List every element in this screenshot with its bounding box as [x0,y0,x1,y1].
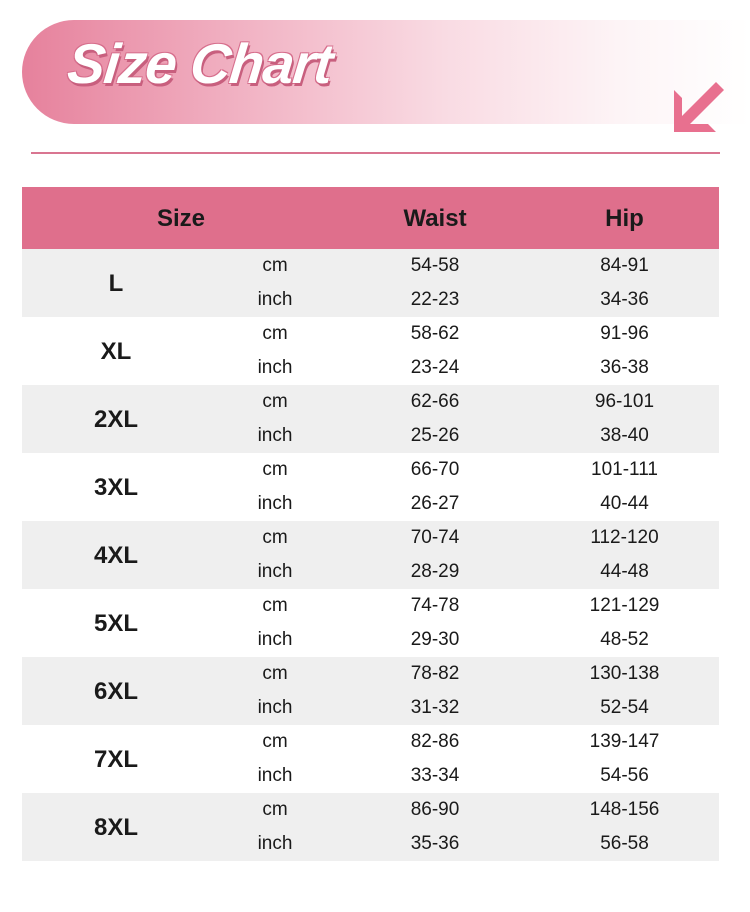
unit-cell: cm [262,799,288,820]
hip-cell: 139-147 [589,731,660,752]
column-header-waist: Waist [403,205,467,232]
column-header-size: Size [156,205,206,232]
size-label: 3XL [93,474,138,501]
waist-cell: 58-62 [410,323,460,344]
hip-cell: 56-58 [600,833,649,854]
hip-cell: 52-54 [600,697,649,718]
size-label: XL [100,338,132,365]
hip-cell: 148-156 [589,799,660,820]
measure-row-inch [210,419,719,453]
waist-cell: 74-78 [410,595,460,616]
measure-row-cm [210,521,719,555]
unit-cell: inch [257,425,293,446]
waist-cell: 54-58 [410,255,460,276]
hip-cell: 38-40 [600,425,649,446]
arrow-down-left-icon [668,80,726,136]
unit-cell: inch [257,765,293,786]
table-row [22,317,719,385]
unit-cell: cm [262,255,288,276]
measure-row-cm [210,317,719,351]
size-label: L [108,270,124,297]
table-row [22,725,719,793]
waist-cell: 78-82 [410,663,460,684]
waist-cell: 23-24 [410,357,460,378]
waist-cell: 35-36 [410,833,460,854]
waist-cell: 22-23 [410,289,460,310]
size-table [22,187,719,861]
measure-row-inch [210,351,719,385]
size-label: 2XL [93,406,138,433]
unit-cell: cm [262,323,288,344]
unit-cell: inch [257,561,293,582]
hip-cell: 36-38 [600,357,649,378]
hip-cell: 48-52 [600,629,649,650]
divider [31,152,720,154]
waist-cell: 29-30 [410,629,460,650]
table-row [22,385,719,453]
measure-row-inch [210,623,719,657]
measure-row-cm [210,249,719,283]
page-title: Size Chart [64,32,336,95]
measure-row-inch [210,487,719,521]
size-label: 8XL [93,814,138,841]
size-label: 4XL [93,542,138,569]
unit-cell: inch [257,357,293,378]
hip-cell: 112-120 [590,527,659,548]
unit-cell: cm [262,595,288,616]
hip-cell: 84-91 [600,255,649,276]
hip-cell: 40-44 [600,493,649,514]
waist-cell: 28-29 [410,561,460,582]
unit-cell: cm [262,663,288,684]
unit-cell: cm [262,391,288,412]
measure-row-inch [210,759,719,793]
waist-cell: 82-86 [410,731,460,752]
size-label: 6XL [93,678,138,705]
hip-cell: 96-101 [594,391,655,412]
measure-row-cm [210,793,719,827]
measure-row-cm [210,725,719,759]
unit-cell: cm [262,527,288,548]
column-header-hip: Hip [605,205,644,232]
waist-cell: 26-27 [410,493,460,514]
measure-row-cm [210,589,719,623]
hip-cell: 54-56 [600,765,649,786]
table-body [22,249,719,861]
waist-cell: 25-26 [410,425,460,446]
hip-cell: 130-138 [589,663,660,684]
waist-cell: 70-74 [410,527,460,548]
table-row [22,793,719,861]
table-row [22,589,719,657]
size-label: 7XL [93,746,138,773]
measure-row-inch [210,691,719,725]
unit-cell: inch [257,493,293,514]
measure-row-inch [210,283,719,317]
measure-row-cm [210,385,719,419]
table-row [22,657,719,725]
hip-cell: 34-36 [600,289,649,310]
measure-row-inch [210,827,719,861]
waist-cell: 66-70 [410,459,460,480]
table-row [22,249,719,317]
waist-cell: 86-90 [410,799,460,820]
measure-row-cm [210,657,719,691]
unit-cell: inch [257,629,293,650]
unit-cell: cm [262,731,288,752]
unit-cell: inch [257,289,293,310]
hip-cell: 91-96 [600,323,649,344]
table-row [22,521,719,589]
measure-row-inch [210,555,719,589]
unit-cell: cm [262,459,288,480]
hip-cell: 101-111 [591,459,658,480]
table-header [22,187,719,249]
unit-cell: inch [257,833,293,854]
table-row [22,453,719,521]
size-label: 5XL [93,610,138,637]
waist-cell: 62-66 [410,391,460,412]
waist-cell: 31-32 [410,697,460,718]
hip-cell: 121-129 [589,595,660,616]
measure-row-cm [210,453,719,487]
unit-cell: inch [257,697,293,718]
hip-cell: 44-48 [600,561,649,582]
waist-cell: 33-34 [410,765,460,786]
